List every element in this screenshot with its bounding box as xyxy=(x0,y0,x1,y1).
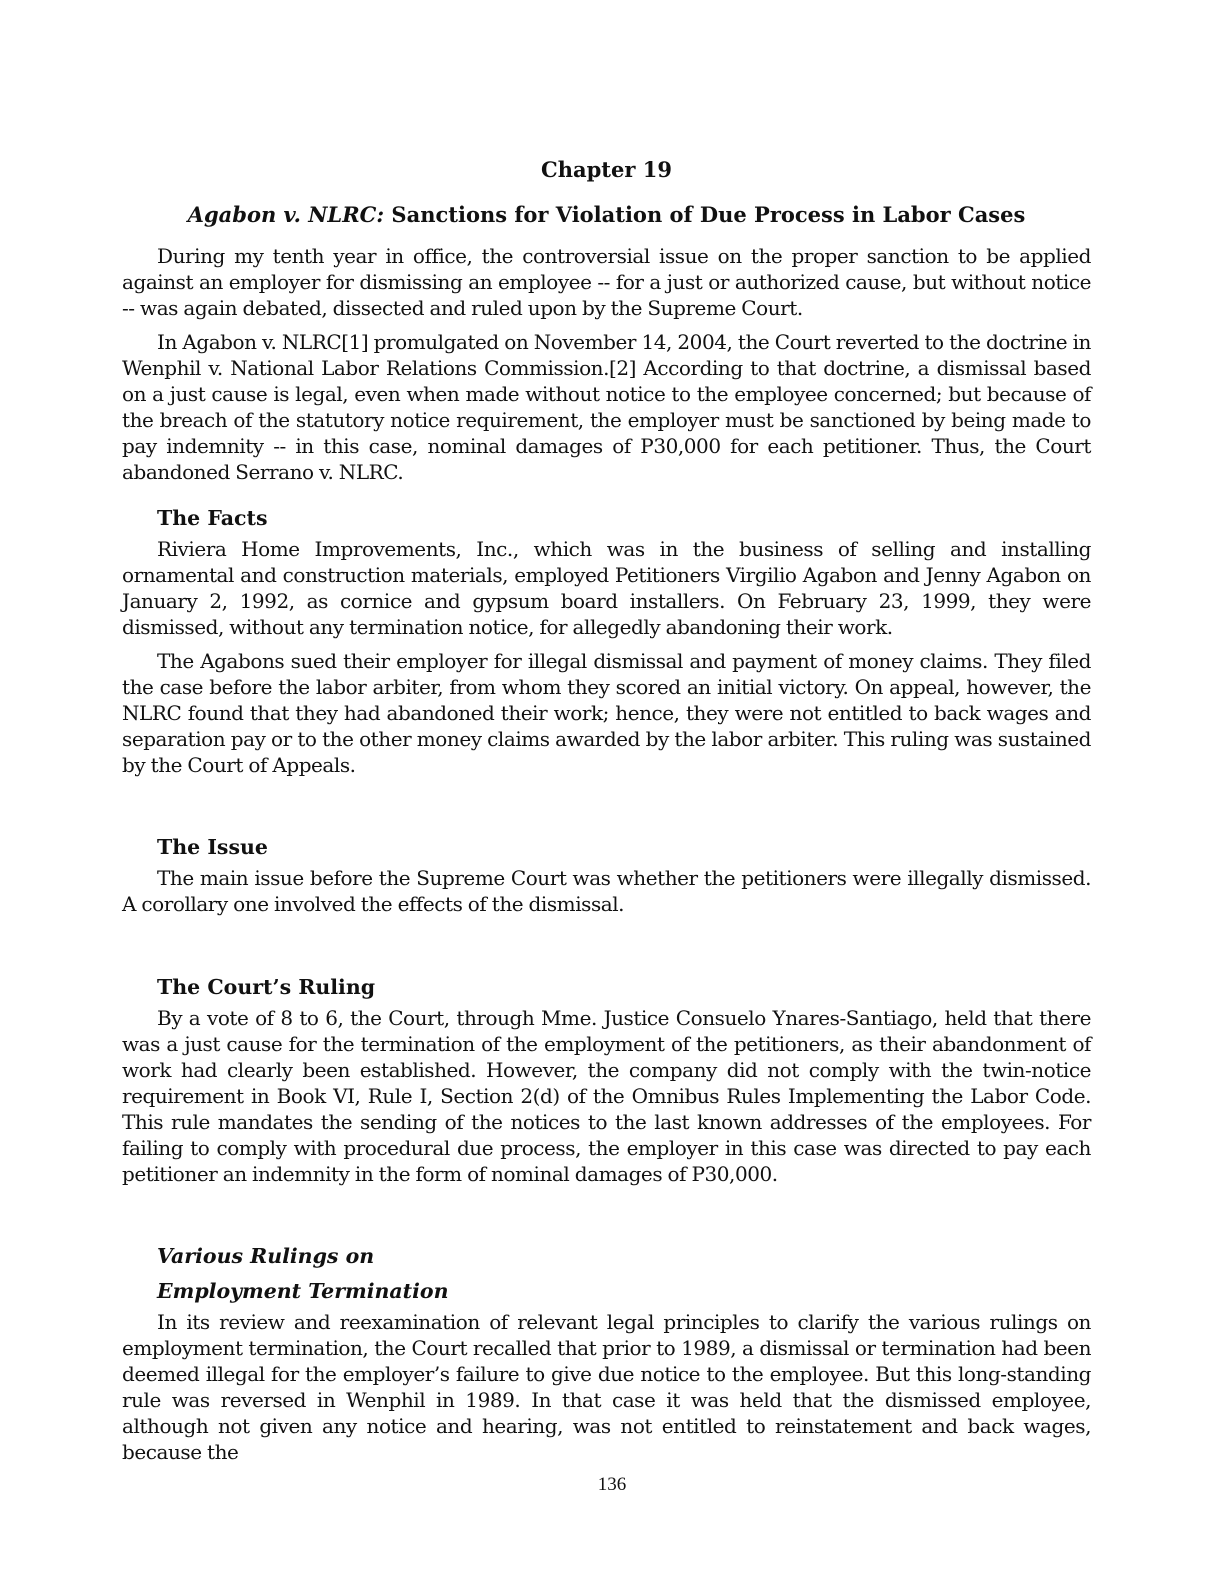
issue-heading: The Issue xyxy=(157,835,268,859)
issue-section xyxy=(122,830,1091,925)
facts-paragraph-1: Riviera Home Improvements, Inc., which was in the business of selling and installing ornamental and construction materials, employed Petitioners Virgilio Agabon and Jenny Agabon on January 2, 1992, as cornice and gypsum board installers. On February 23, 1999, they were dismissed, without any termination notice, for allegedly abandoning their work. xyxy=(122,537,1091,639)
various-rulings-section xyxy=(122,1239,1091,1473)
chapter-title-case-name: Agabon v. NLRC: xyxy=(187,202,385,227)
issue-paragraph-1: The main issue before the Supreme Court was whether the petitioners were illegally dismissed. A corollary one involved the effects of the dismissal. xyxy=(122,866,1091,916)
ruling-heading: The Court’s Ruling xyxy=(157,975,376,999)
facts-section xyxy=(122,501,1091,786)
chapter-heading: Chapter 19 xyxy=(541,157,672,182)
various-rulings-heading-line-1: Various Rulings on xyxy=(157,1244,375,1268)
page-number: 136 xyxy=(597,1474,627,1495)
intro-section xyxy=(122,243,1091,493)
intro-paragraph-1: During my tenth year in office, the controversial issue on the proper sanction to be applied against an employer for dismissing an employee -- for a just or authorized cause, but without notice -- was again debated, dissected and ruled upon by the Supreme Court. xyxy=(122,244,1091,320)
document-page xyxy=(122,0,1091,1584)
facts-heading: The Facts xyxy=(157,506,268,530)
intro-paragraph-2: In Agabon v. NLRC[1] promulgated on November 14, 2004, the Court reverted to the doctrine in Wenphil v. National Labor Relations Commission.[2] According to that doctrine, a dismissal based on a just cause is legal, even when made without notice to the employee concerned; but because of the breach of the statutory notice requirement, the employer must be sanctioned by being made to pay indemnity -- in this case, nominal damages of P30,000 for each petitioner. Thus, the Court abandoned Serrano v. NLRC. xyxy=(122,330,1091,484)
various-rulings-paragraph-1: In its review and reexamination of relevant legal principles to clarify the various rulings on employment termination, the Court recalled that prior to 1989, a dismissal or termination had been deemed illegal for the employer’s failure to give due notice to the employee. But this long-standing rule was reversed in Wenphil in 1989. In that case it was held that the dismissed employee, although not given any notice and hearing, was not entitled to reinstatement and back wages, because the xyxy=(122,1310,1091,1464)
chapter-title xyxy=(122,201,1091,229)
various-rulings-heading-line-2: Employment Termination xyxy=(157,1279,449,1303)
chapter-title-subject: Sanctions for Violation of Due Process in Labor Cases xyxy=(384,202,1026,227)
ruling-paragraph-1: By a vote of 8 to 6, the Court, through Mme. Justice Consuelo Ynares-Santiago, held that there was a just cause for the termination of the employment of the petitioners, as their abandonment of work had clearly been established. However, the company did not comply with the twin-notice requirement in Book VI, Rule I, Section 2(d) of the Omnibus Rules Implementing the Labor Code. This rule mandates the sending of the notices to the last known addresses of the employees. For failing to comply with procedural due process, the employer in this case was directed to pay each petitioner an indemnity in the form of nominal damages of P30,000. xyxy=(122,1006,1091,1186)
facts-paragraph-2: The Agabons sued their employer for illegal dismissal and payment of money claims. They filed the case before the labor arbiter, from whom they scored an initial victory. On appeal, however, the NLRC found that they had abandoned their work; hence, they were not entitled to back wages and separation pay or to the other money claims awarded by the labor arbiter. This ruling was sustained by the Court of Appeals. xyxy=(122,649,1091,777)
ruling-section xyxy=(122,970,1091,1195)
